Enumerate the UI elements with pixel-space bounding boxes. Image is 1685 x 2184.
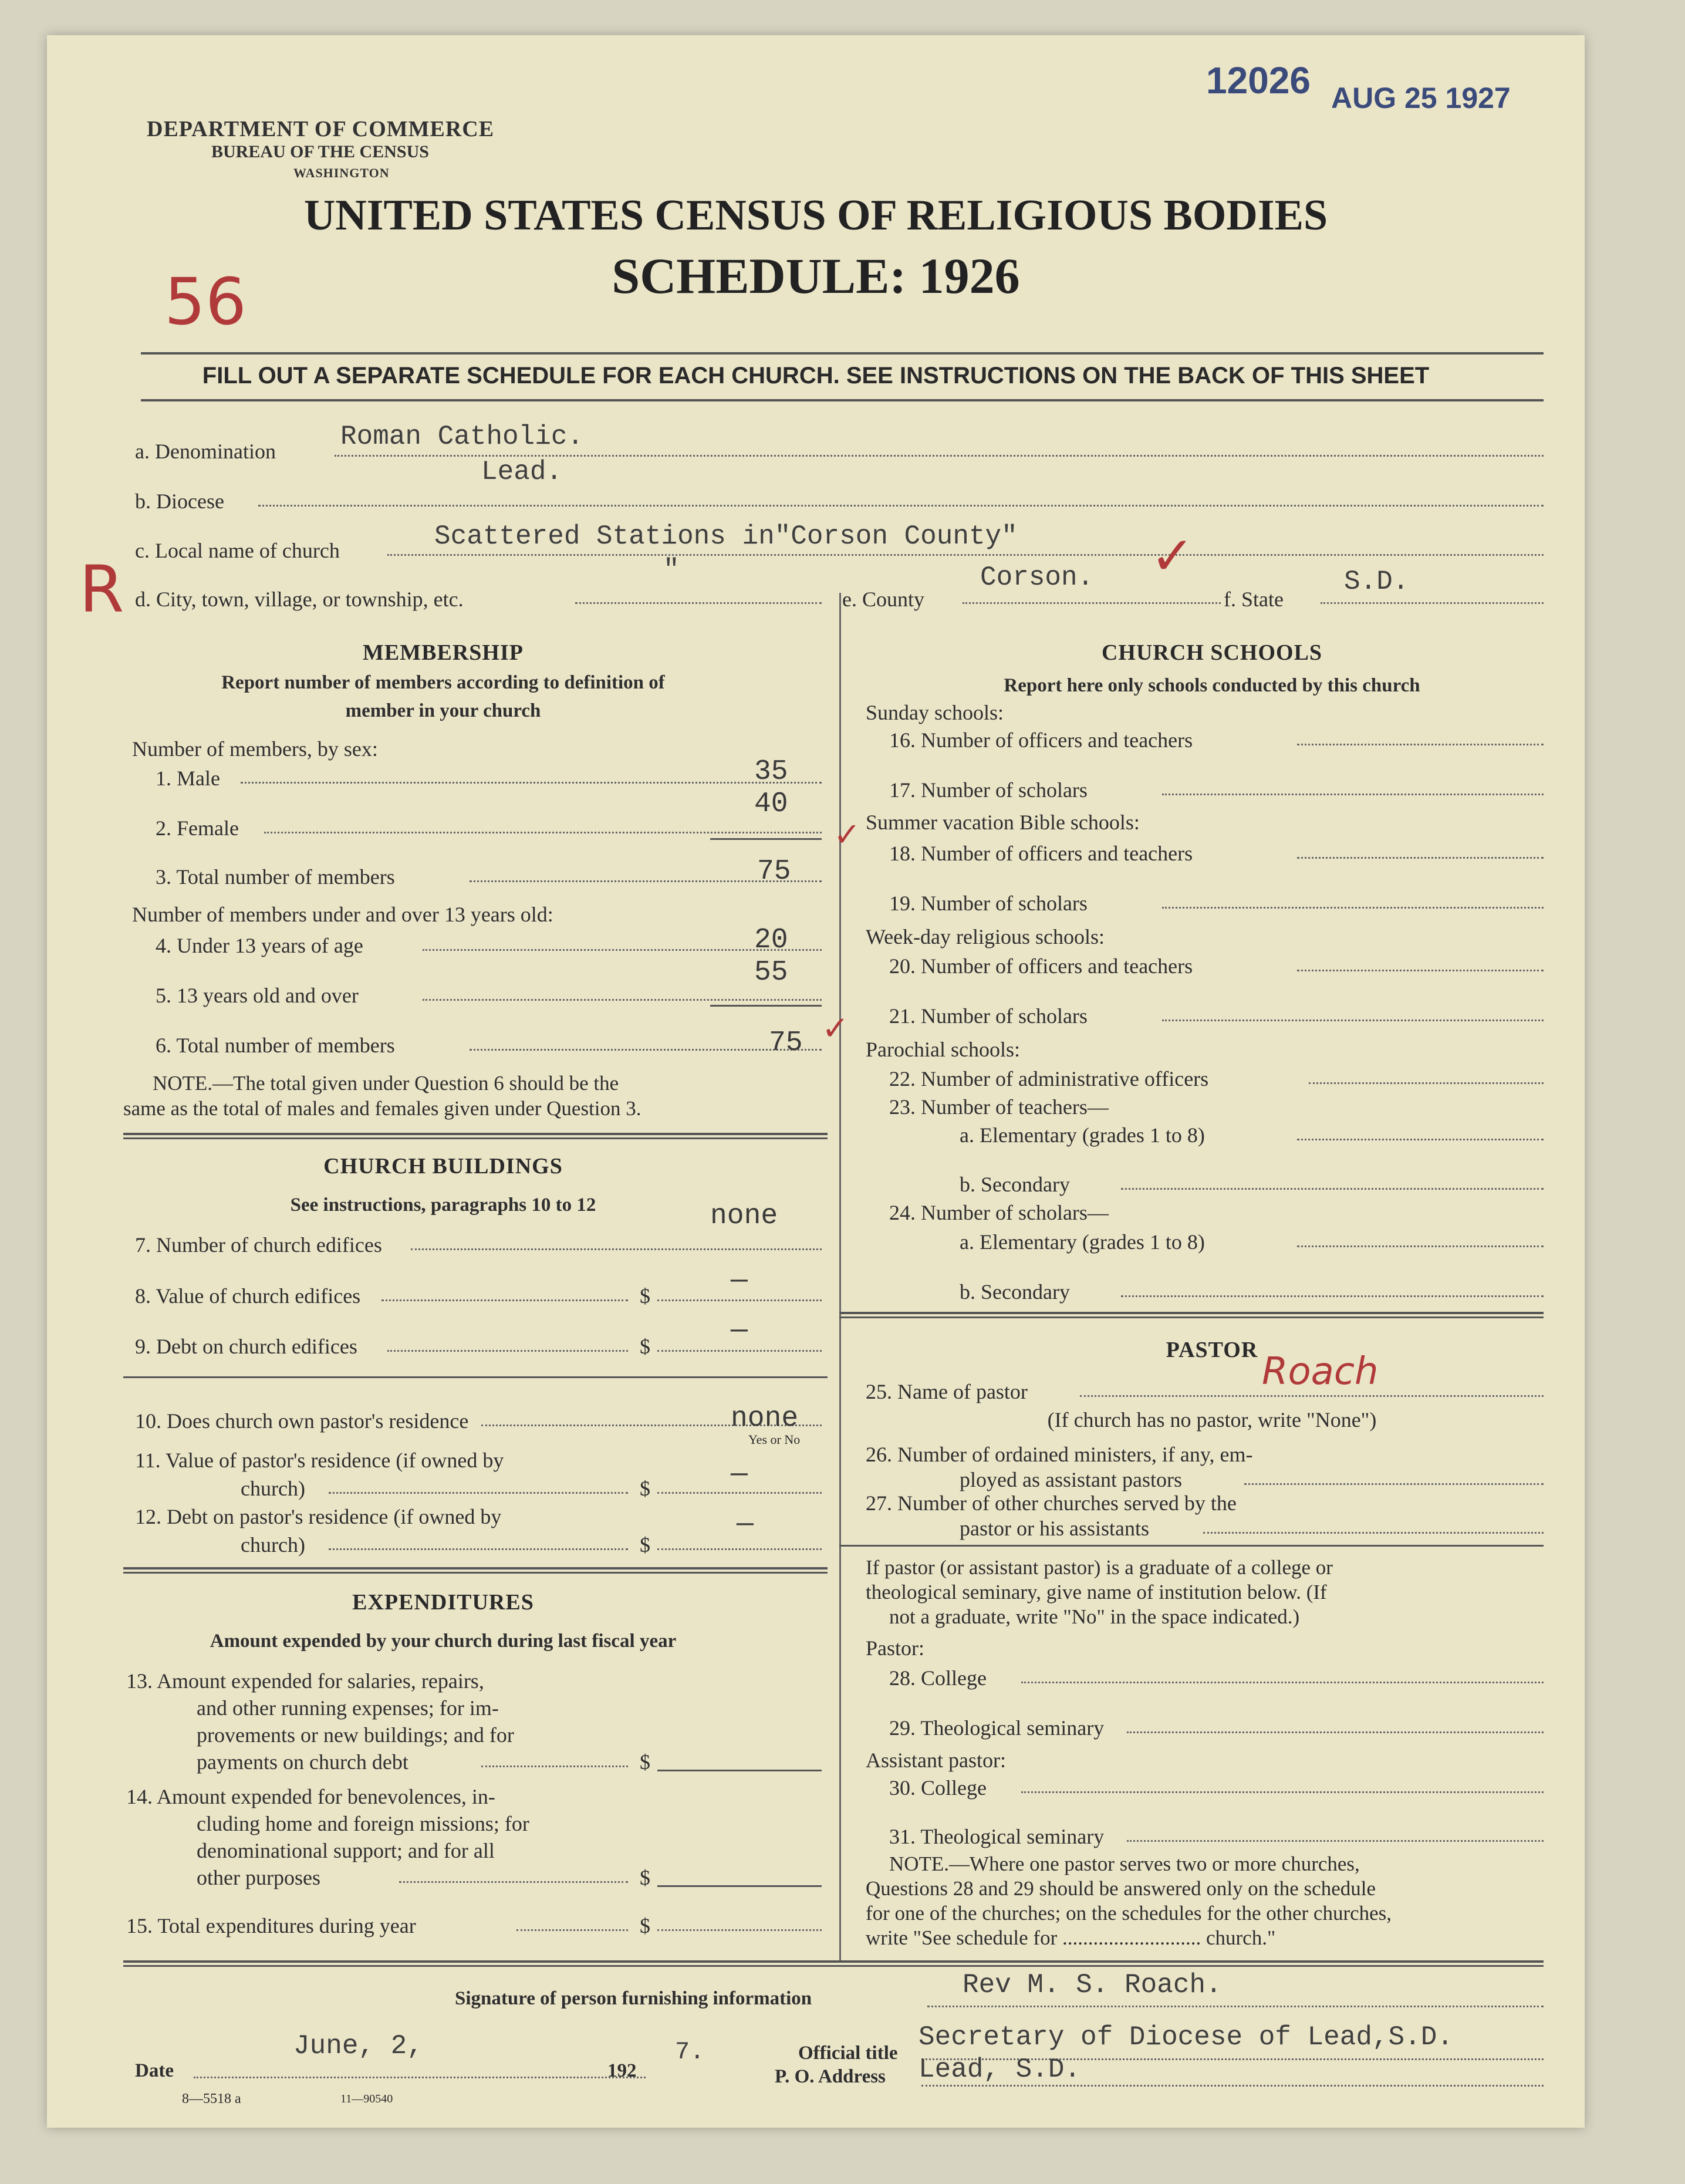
q16-label: 16. Number of officers and teachers: [889, 728, 1193, 752]
handwritten-pastor-scribble: Roach: [1262, 1350, 1379, 1393]
q20-label: 20. Number of officers and teachers: [889, 954, 1193, 978]
divider: [123, 1572, 828, 1574]
denomination-label: a. Denomination: [135, 440, 276, 463]
q5-value: 55: [754, 957, 788, 988]
field-line: [1162, 794, 1544, 795]
schools-heading: CHURCH SCHOOLS: [1101, 640, 1323, 665]
q4-value: 20: [754, 924, 788, 956]
q23a-label: a. Elementary (grades 1 to 8): [960, 1123, 1205, 1147]
column-divider: [839, 593, 841, 1960]
graduate-instruction-2: theological seminary, give name of institution below. (If: [866, 1581, 1327, 1604]
state-label: f. State: [1224, 588, 1284, 611]
q25-label: 25. Name of pastor: [866, 1380, 1028, 1403]
q5-label: 5. 13 years old and over: [156, 984, 359, 1007]
county-value: Corson.: [980, 562, 1094, 593]
q13-label-4: payments on church debt: [197, 1750, 408, 1774]
membership-note-1: NOTE.—The total given under Question 6 should be the: [153, 1072, 619, 1095]
date-label: Date: [135, 2060, 174, 2081]
field-line: [516, 1929, 628, 1931]
field-line: [1309, 1082, 1544, 1084]
field-line: [1321, 602, 1544, 604]
q26-label-2: ployed as assistant pastors: [960, 1468, 1182, 1491]
q4-label: 4. Under 13 years of age: [156, 934, 363, 957]
pastor-note-3: for one of the churches; on the schedules for the other churches,: [866, 1902, 1392, 1925]
field-line: [329, 1492, 628, 1494]
q23b-label: b. Secondary: [960, 1173, 1070, 1196]
handwritten-check: ✓: [833, 817, 861, 853]
q24-label: 24. Number of scholars—: [889, 1201, 1109, 1224]
q14-label-2: cluding home and foreign missions; for: [197, 1812, 529, 1835]
q17-label: 17. Number of scholars: [889, 778, 1088, 802]
expenditures-subtitle: Amount expended by your church during last fiscal year: [210, 1631, 677, 1652]
field-line: [387, 554, 1544, 556]
field-line: [1297, 744, 1544, 745]
field-line: [657, 1929, 822, 1931]
schools-subtitle: Report here only schools conducted by this church: [1004, 675, 1420, 696]
divider: [839, 1312, 1544, 1314]
year-prefix: 192: [607, 2060, 637, 2081]
q22-label: 22. Number of administrative officers: [889, 1067, 1209, 1091]
q15-label: 15. Total expenditures during year: [126, 1914, 416, 1937]
q13-label-2: and other running expenses; for im-: [197, 1696, 499, 1720]
field-line: [657, 1885, 822, 1887]
field-line: [264, 832, 822, 833]
handwritten-number: 56: [164, 264, 246, 339]
q27-label-1: 27. Number of other churches served by the: [866, 1491, 1237, 1515]
divider: [839, 1545, 1544, 1547]
field-line: [657, 1299, 822, 1301]
official-title-value: Secretary of Diocese of Lead,S.D.: [919, 2022, 1453, 2053]
pastor-note-4: write "See schedule for ........................... church.": [866, 1926, 1276, 1949]
department-heading: DEPARTMENT OF COMMERCE: [147, 117, 495, 141]
membership-subtitle-1: Report number of members according to definition of: [221, 672, 665, 693]
signature-label: Signature of person furnishing information: [455, 1988, 812, 2009]
divider: [123, 1567, 828, 1569]
q12-label-2: church): [241, 1533, 305, 1557]
field-line: [423, 999, 822, 1001]
field-line: [241, 782, 822, 784]
q29-label: 29. Theological seminary: [889, 1716, 1105, 1740]
sum-rule: [710, 838, 822, 840]
q2-label: 2. Female: [156, 816, 239, 840]
q18-label: 18. Number of officers and teachers: [889, 842, 1193, 865]
q24b-label: b. Secondary: [960, 1280, 1070, 1304]
field-line: [927, 2006, 1544, 2007]
q21-label: 21. Number of scholars: [889, 1004, 1088, 1028]
q9-dollar: $: [640, 1335, 650, 1358]
handwritten-check: ✓: [822, 1011, 849, 1047]
q12-label-1: 12. Debt on pastor's residence (if owned by: [135, 1505, 502, 1528]
q11-value: —: [731, 1459, 748, 1490]
field-line: [1297, 1139, 1544, 1140]
q6-value: 75: [769, 1027, 803, 1059]
members-by-sex-label: Number of members, by sex:: [132, 737, 378, 761]
field-line: [1162, 1020, 1544, 1021]
field-line: [1021, 1682, 1544, 1683]
signature-value: Rev M. S. Roach.: [963, 1970, 1222, 2000]
q8-dollar: $: [640, 1284, 650, 1308]
q11-label-2: church): [241, 1477, 305, 1500]
field-line: [481, 1766, 628, 1767]
members-by-age-label: Number of members under and over 13 years old:: [132, 903, 553, 926]
q11-label-1: 11. Value of pastor's residence (if owned by: [135, 1449, 504, 1472]
field-line: [963, 602, 1221, 604]
field-line: [1297, 970, 1544, 971]
q23-label: 23. Number of teachers—: [889, 1095, 1109, 1119]
q11-dollar: $: [640, 1477, 650, 1500]
form-title: UNITED STATES CENSUS OF RELIGIOUS BODIES: [303, 191, 1328, 239]
field-line: [1080, 1395, 1544, 1397]
field-line: [921, 2085, 1544, 2087]
q12-value: —: [737, 1508, 754, 1540]
bureau-heading: BUREAU OF THE CENSUS: [211, 142, 429, 161]
sum-rule: [710, 1005, 822, 1007]
field-line: [399, 1881, 628, 1883]
po-address-value: Lead, S.D.: [919, 2054, 1081, 2085]
handwritten-r-mark: R: [79, 552, 124, 627]
field-line: [1297, 857, 1544, 859]
membership-heading: MEMBERSHIP: [363, 640, 524, 665]
q15-dollar: $: [640, 1914, 650, 1937]
q9-label: 9. Debt on church edifices: [135, 1335, 357, 1358]
graduate-instruction-3: not a graduate, write "No" in the space indicated.): [889, 1605, 1300, 1628]
q3-label: 3. Total number of members: [156, 865, 395, 889]
field-line: [1244, 1483, 1544, 1485]
field-line: [1127, 1840, 1544, 1842]
q7-value: none: [710, 1200, 778, 1232]
print-number: 11—90540: [340, 2092, 393, 2105]
divider: [123, 1965, 1544, 1967]
membership-note-2: same as the total of males and females given under Question 3.: [123, 1097, 641, 1120]
field-line: [387, 1350, 628, 1352]
sunday-schools-label: Sunday schools:: [866, 701, 1004, 724]
field-line: [329, 1548, 628, 1550]
q28-label: 28. College: [889, 1666, 987, 1690]
po-address-label: P. O. Address: [775, 2066, 886, 2087]
date-value: June, 2,: [293, 2031, 423, 2061]
q1-value: 35: [754, 756, 788, 788]
schedule-title: SCHEDULE: 1926: [612, 248, 1020, 304]
q2-value: 40: [754, 788, 788, 820]
divider: [123, 1960, 1544, 1963]
divider: [123, 1133, 828, 1135]
q9-value: —: [731, 1315, 748, 1346]
q30-label: 30. College: [889, 1776, 987, 1800]
diocese-value: Lead.: [481, 457, 563, 487]
denomination-value: Roman Catholic.: [340, 421, 584, 452]
q1-label: 1. Male: [156, 767, 220, 790]
parochial-schools-label: Parochial schools:: [866, 1038, 1020, 1061]
q7-label: 7. Number of church edifices: [135, 1233, 382, 1257]
handwritten-check: ✓: [1150, 525, 1195, 587]
divider: [123, 1376, 828, 1378]
field-line: [657, 1548, 822, 1550]
q27-label-2: pastor or his assistants: [960, 1517, 1149, 1540]
diocese-label: b. Diocese: [135, 490, 224, 513]
q3-value: 75: [757, 856, 791, 887]
field-line: [1121, 1295, 1544, 1297]
q14-label-4: other purposes: [197, 1866, 320, 1889]
q8-value: —: [731, 1265, 748, 1297]
q6-label: 6. Total number of members: [156, 1034, 395, 1057]
church-name-label: c. Local name of church: [135, 539, 340, 562]
summer-schools-label: Summer vacation Bible schools:: [866, 811, 1140, 834]
city-value: ": [663, 555, 680, 585]
pastor-note-2: Questions 28 and 29 should be answered only on the schedule: [866, 1877, 1376, 1900]
buildings-subtitle: See instructions, paragraphs 10 to 12: [290, 1194, 596, 1216]
field-line: [657, 1492, 822, 1494]
field-line: [194, 2077, 646, 2078]
census-schedule-sheet: [47, 35, 1585, 2128]
q26-label-1: 26. Number of ordained ministers, if any, em-: [866, 1443, 1253, 1466]
official-title-label: Official title: [798, 2043, 898, 2064]
received-stamp-date: AUG 25 1927: [1331, 82, 1511, 114]
q14-label-1: 14. Amount expended for benevolences, in-: [126, 1785, 495, 1808]
divider: [123, 1137, 828, 1139]
buildings-heading: CHURCH BUILDINGS: [323, 1154, 563, 1179]
membership-subtitle-2: member in your church: [345, 700, 541, 721]
field-line: [1297, 1245, 1544, 1247]
weekday-schools-label: Week-day religious schools:: [866, 925, 1105, 948]
field-line: [1127, 1731, 1544, 1733]
church-name-value: Scattered Stations in"Corson County": [434, 521, 1018, 552]
received-stamp-number: 12026: [1206, 59, 1311, 102]
expenditures-heading: EXPENDITURES: [352, 1590, 534, 1615]
q10-hint: Yes or No: [748, 1432, 801, 1447]
field-line: [657, 1350, 822, 1352]
city-label: d. City, town, village, or township, etc.: [135, 588, 464, 611]
field-line: [657, 1770, 822, 1771]
graduate-instruction-1: If pastor (or assistant pastor) is a graduate of a college or: [866, 1556, 1333, 1579]
divider: [141, 352, 1544, 355]
q10-value: none: [731, 1403, 799, 1434]
pastor-label: Pastor:: [866, 1636, 925, 1660]
field-line: [1121, 1188, 1544, 1190]
q12-dollar: $: [640, 1533, 650, 1557]
pastor-note-1: NOTE.—Where one pastor serves two or more churches,: [889, 1852, 1360, 1875]
fill-instruction: FILL OUT A SEPARATE SCHEDULE FOR EACH CHURCH. SEE INSTRUCTIONS ON THE BACK OF THIS SHEET: [202, 363, 1430, 389]
q24a-label: a. Elementary (grades 1 to 8): [960, 1230, 1205, 1254]
q13-dollar: $: [640, 1750, 650, 1774]
field-line: [1021, 1791, 1544, 1793]
field-line: [1162, 907, 1544, 909]
q14-label-3: denominational support; and for all: [197, 1839, 495, 1862]
field-line: [1203, 1532, 1544, 1534]
q25-hint: (If church has no pastor, write "None"): [1047, 1408, 1377, 1432]
q8-label: 8. Value of church edifices: [135, 1284, 361, 1308]
field-line: [258, 505, 1544, 507]
form-number: 8—5518 a: [182, 2091, 241, 2107]
q19-label: 19. Number of scholars: [889, 892, 1088, 915]
q13-label-3: provements or new buildings; and for: [197, 1723, 514, 1747]
divider: [141, 399, 1544, 401]
q14-dollar: $: [640, 1866, 650, 1889]
divider: [839, 1317, 1544, 1318]
field-line: [381, 1299, 628, 1301]
city-heading: WASHINGTON: [293, 166, 390, 180]
q13-label-1: 13. Amount expended for salaries, repairs,: [126, 1669, 484, 1693]
county-label: e. County: [842, 588, 924, 611]
q10-label: 10. Does church own pastor's residence: [135, 1409, 469, 1433]
assistant-pastor-label: Assistant pastor:: [866, 1748, 1006, 1772]
field-line: [411, 1248, 822, 1250]
pastor-heading: PASTOR: [1166, 1338, 1258, 1362]
year-digit: 7.: [675, 2038, 705, 2066]
state-value: S.D.: [1344, 566, 1409, 597]
q31-label: 31. Theological seminary: [889, 1825, 1105, 1848]
field-line: [575, 602, 822, 604]
